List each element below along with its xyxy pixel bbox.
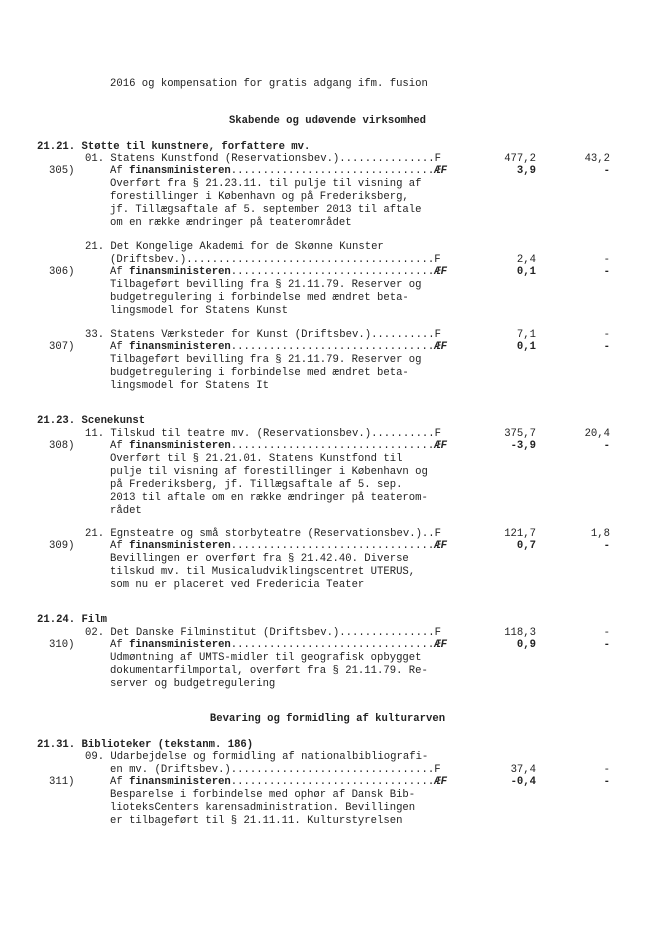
change-number-305: 305) [49,165,75,177]
leader-dots: ................................ [230,440,435,452]
entry-21-24-02-col2: - [603,627,610,639]
finansministeren: finansministeren [129,341,231,353]
change-311-val2: - [603,776,610,788]
entry-21-31-09-title: 09. Udarbejdelse og formidling af nationalbibliografi- [85,751,429,763]
change-307-val2: - [603,341,610,353]
change-308-val2: - [603,440,610,452]
entry-21-21-21-col1: 2,4 [516,254,536,266]
change-310-af-line [110,639,447,651]
change-311-text-3: er tilbageført til § 21.11.11. Kulturstyrelsen [110,815,403,827]
leader-dots: ................................ [230,165,435,177]
leader-dots: ................................ [230,341,435,353]
entry-21-24-02-col1: 118,3 [504,627,536,639]
finansministeren: finansministeren [129,165,231,177]
ae-marker: ÆF [434,440,447,452]
ae-marker: ÆF [434,639,447,651]
ae-marker: ÆF [434,266,447,278]
ae-marker: ÆF [434,165,447,177]
entry-21-23-21-title: 21. Egnsteatre og små storbyteatre (Reservationsbev.)..F [85,528,442,540]
change-307-text-2: budgetregulering i forbindelse med ændret beta- [110,367,409,379]
change-308-text-4: 2013 til aftale om en række ændringer på teaterom- [110,492,428,504]
change-308-text-1: Overført til § 21.21.01. Statens Kunstfond til [110,453,403,465]
entry-21-21-01-col2: 43,2 [584,153,610,165]
change-309-text-3: som nu er placeret ved Fredericia Teater [110,579,365,591]
entry-21-21-21-title-2: (Driftsbev.).......................................F [110,254,441,266]
change-306-af-line [110,266,447,278]
change-306-val1: 0,1 [516,266,536,278]
af-text: Af [110,341,130,353]
change-309-af-line [110,540,447,552]
change-311-af-line [110,776,447,788]
entry-21-24-02-title: 02. Det Danske Filminstitut (Driftsbev.)...............F [85,627,442,639]
change-308-text-3: på Frederiksberg, jf. Tillægsaftale af 5. sep. [110,479,403,491]
heading-21-31: 21.31. Biblioteker (tekstanm. 186) [37,739,254,751]
leader-dots: ................................ [230,266,435,278]
leader-dots: ................................ [230,639,435,651]
finansministeren: finansministeren [129,540,231,552]
heading-21-24: 21.24. Film [37,614,107,626]
change-308-val1: -3,9 [510,440,536,452]
change-306-text-3: lingsmodel for Statens Kunst [110,305,289,317]
entry-21-21-01-col1: 477,2 [504,153,536,165]
af-text: Af [110,440,130,452]
change-310-text-1: Udmøntning af UMTS-midler til geografisk opbygget [110,652,422,664]
change-310-text-3: server og budgetregulering [110,678,276,690]
entry-21-21-21-title: 21. Det Kongelige Akademi for de Skønne Kunster [85,241,384,253]
entry-21-21-01-title: 01. Statens Kunstfond (Reservationsbev.)...............F [85,153,442,165]
change-309-val1: 0,7 [516,540,536,552]
change-311-val1: -0,4 [510,776,536,788]
change-308-af-line [110,440,447,452]
change-306-val2: - [603,266,610,278]
change-307-text-1: Tilbageført bevilling fra § 21.11.79. Reserver og [110,354,422,366]
change-305-af-line [110,165,447,177]
finansministeren: finansministeren [129,639,231,651]
change-310-text-2: dokumentarfilmportal, overført fra § 21.11.79. Re- [110,665,428,677]
change-number-307: 307) [49,341,75,353]
change-309-text-2: tilskud mv. til Musicaludviklingscentret UTERUS, [110,566,416,578]
change-309-text-1: Bevillingen er overført fra § 21.42.40. Diverse [110,553,409,565]
entry-21-21-33-col2: - [603,329,610,341]
entry-21-21-33-title: 33. Statens Værksteder for Kunst (Driftsbev.)..........F [85,329,442,341]
af-text: Af [110,266,130,278]
change-306-text-2: budgetregulering i forbindelse med ændret beta- [110,292,409,304]
change-305-text-2: forestillinger i København og på Frederiksberg, [110,191,409,203]
entry-21-21-21-col2: - [603,254,610,266]
change-305-text-4: om en række ændringer på teaterområdet [110,217,352,229]
section-title-bevaring: Bevaring og formidling af kulturarven [209,713,446,725]
finansministeren: finansministeren [129,266,231,278]
af-text: Af [110,540,130,552]
change-311-text-1: Besparelse i forbindelse med ophør af Dansk Bib- [110,789,416,801]
entry-21-23-21-col2: 1,8 [590,528,610,540]
change-number-309: 309) [49,540,75,552]
af-text: Af [110,639,130,651]
entry-21-23-11-col1: 375,7 [504,428,536,440]
change-308-text-5: rådet [110,505,142,517]
entry-21-21-33-col1: 7,1 [516,329,536,341]
intro-line: 2016 og kompensation for gratis adgang ifm. fusion [110,78,428,90]
af-text: Af [110,776,130,788]
entry-21-23-21-col1: 121,7 [504,528,536,540]
change-number-308: 308) [49,440,75,452]
ae-marker: ÆF [434,776,447,788]
ae-marker: ÆF [434,540,447,552]
ae-marker: ÆF [434,341,447,353]
change-305-text-3: jf. Tillægsaftale af 5. september 2013 til aftale [110,204,422,216]
change-number-306: 306) [49,266,75,278]
heading-21-21: 21.21. Støtte til kunstnere, forfattere mv. [37,141,311,153]
entry-21-23-11-col2: 20,4 [584,428,610,440]
leader-dots: ................................ [230,540,435,552]
leader-dots: ................................ [230,776,435,788]
change-305-val2: - [603,165,610,177]
change-number-311: 311) [49,776,75,788]
change-310-val1: 0,9 [516,639,536,651]
entry-21-31-09-col2: - [603,764,610,776]
finansministeren: finansministeren [129,776,231,788]
change-311-text-2: lioteksCenters karensadministration. Bevillingen [110,802,416,814]
af-text: Af [110,165,130,177]
change-305-val1: 3,9 [516,165,536,177]
finansministeren: finansministeren [129,440,231,452]
entry-21-23-11-title: 11. Tilskud til teatre mv. (Reservationsbev.)..........F [85,428,442,440]
change-309-val2: - [603,540,610,552]
change-310-val2: - [603,639,610,651]
entry-21-31-09-title-2: en mv. (Driftsbev.)................................F [110,764,441,776]
change-307-val1: 0,1 [516,341,536,353]
change-number-310: 310) [49,639,75,651]
change-307-af-line [110,341,447,353]
change-306-text-1: Tilbageført bevilling fra § 21.11.79. Reserver og [110,279,422,291]
heading-21-23: 21.23. Scenekunst [37,415,146,427]
change-308-text-2: pulje til visning af forestillinger i København og [110,466,428,478]
change-307-text-3: lingsmodel for Statens It [110,380,269,392]
change-305-text-1: Overført fra § 21.23.11. til pulje til visning af [110,178,422,190]
section-title-skabende: Skabende og udøvende virksomhed [228,115,427,127]
entry-21-31-09-col1: 37,4 [510,764,536,776]
